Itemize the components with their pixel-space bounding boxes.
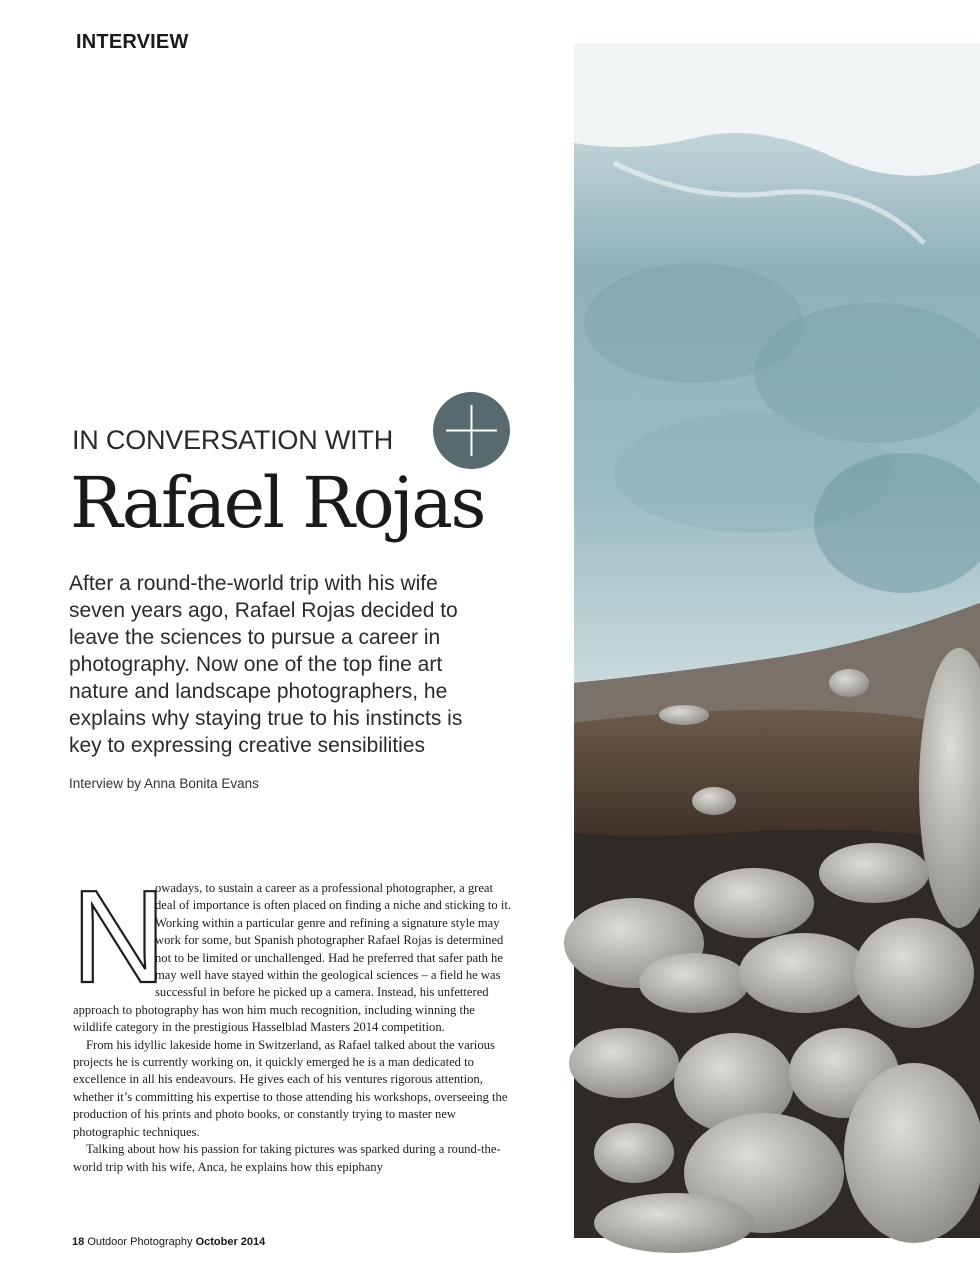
publication-name: Outdoor Photography [87,1236,193,1248]
dropcap-letter [71,863,167,1010]
section-label: INTERVIEW [76,31,189,53]
standfirst: After a round-the-world trip with his wife seven years ago, Rafael Rojas decided to leave the sciences to pursue a career in photography. Now one of the top fine art nature and landscape photographers, he explains why staying true to his instincts is key to expressing creative sensibilities [69,572,463,757]
page-footer [72,1236,265,1248]
article-body [71,863,513,1176]
plus-icon [433,392,510,469]
byline: Interview by Anna Bonita Evans [69,776,259,791]
glacier-photo [574,43,980,1238]
article-paragraph: owadays, to sustain a career as a professional photographer, a great deal of importance is often placed on finding a niche and sticking to it. Working within a particular genre and refining a signature style may work for some, but Spanish photographer Rafael Rojas is determined not to be limited or unchallenged. Had he preferred that safer path he may well have stayed within the geological sciences – a field he was successful in before he picked up a camera. Instead, his unfettered approach to photography has won him much recognition, including winning the wildlife category in the prestigious Hasselblad Masters 2014 competition. [73,881,512,1035]
article-paragraph: Talking about how his passion for taking pictures was sparked during a round-the-world trip with his wife, Anca, he explains how this epiphany [73,1142,501,1174]
kicker: IN CONVERSATION WITH [72,425,394,455]
article-paragraph: From his idyllic lakeside home in Switzerland, as Rafael talked about the various projects he is currently working on, it quickly emerged he is a man dedicated to excellence in all his endeavours. He gives each of his ventures rigorous attention, whether it’s committing his expertise to those attending his workshops, overseeing the production of his prints and photo books, or constantly trying to master new photographic techniques. [73,1037,508,1139]
issue-date: October 2014 [195,1236,266,1248]
page-title: Rafael Rojas [70,462,484,544]
page-number: 18 [72,1236,85,1248]
dropcap-glyph: N [71,863,167,1010]
